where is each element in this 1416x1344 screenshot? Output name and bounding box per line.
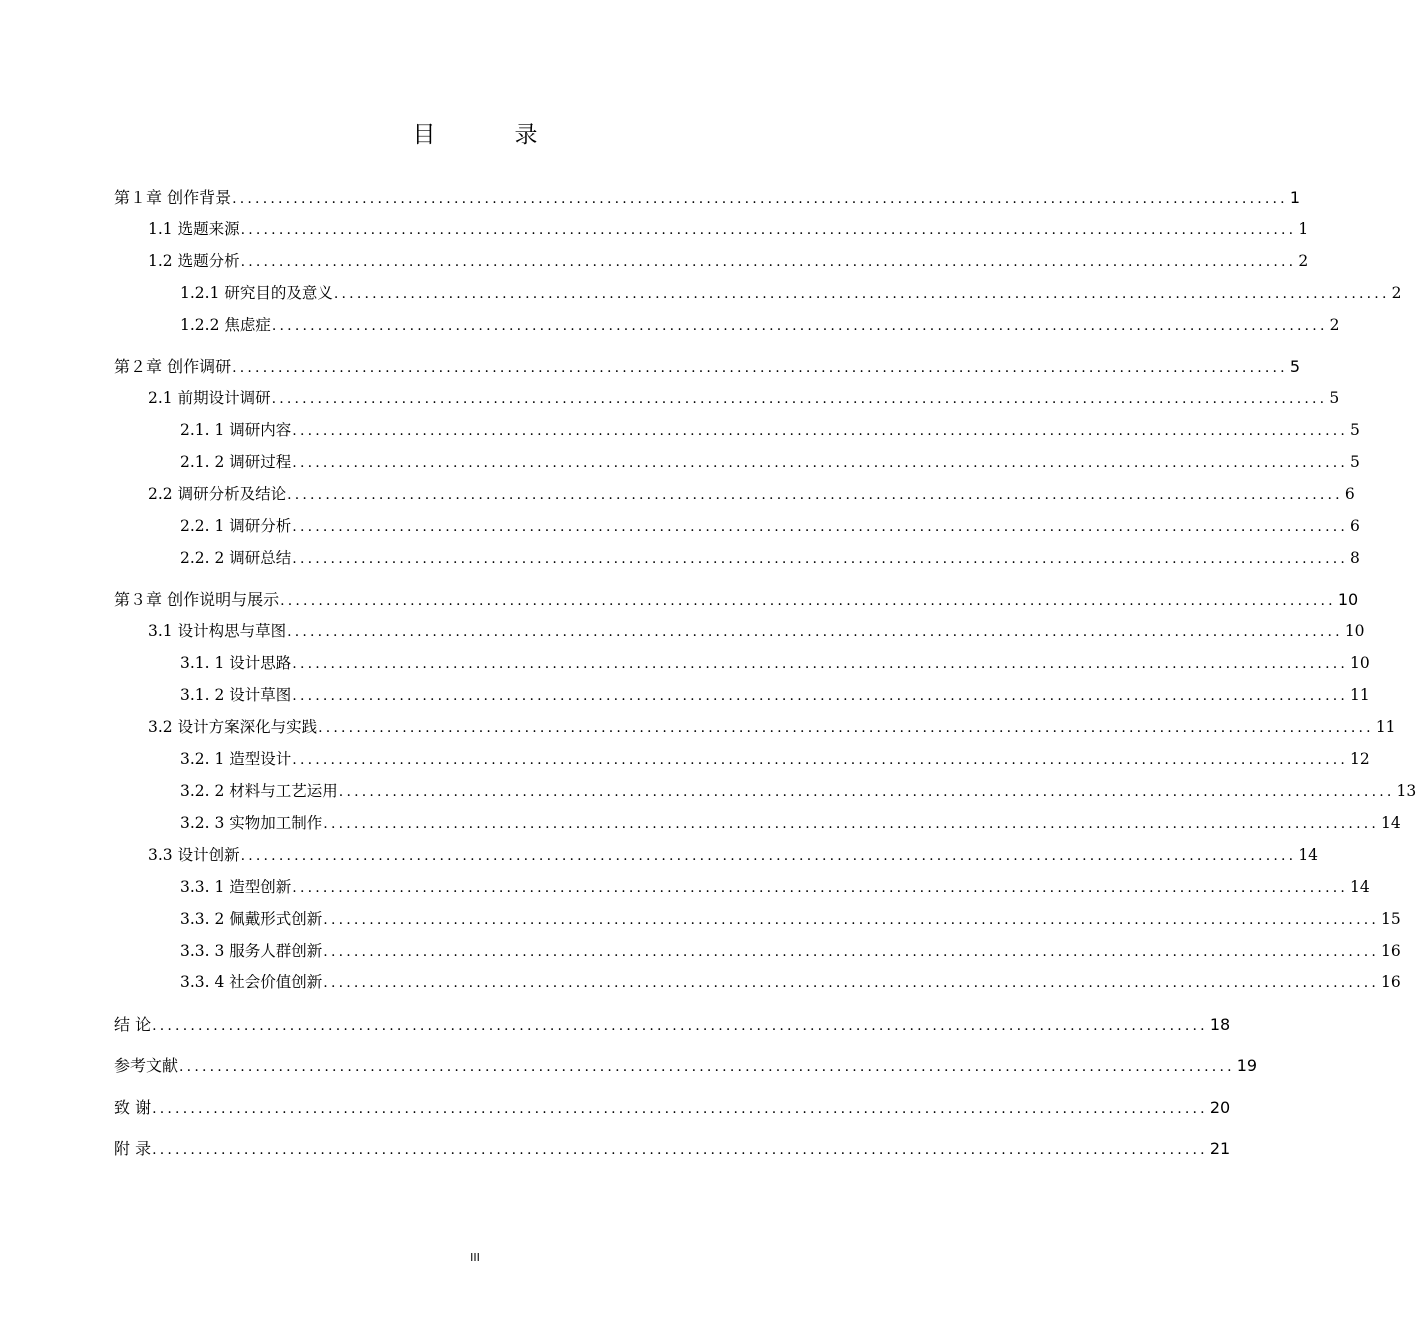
toc-entry-label: 3.3 设计创新: [148, 846, 240, 864]
toc-entry-label: 2.2 调研分析及结论: [148, 485, 287, 503]
toc-leader-dots: ..........................................................................................................................................: [240, 222, 1297, 238]
toc-entry: [114, 281, 1402, 303]
toc-entry: [114, 619, 1365, 641]
toc-leader-dots: ..........................................................................................................................................: [280, 593, 1336, 609]
toc-entry-label: 第１章 创作背景: [114, 188, 232, 207]
toc-entry: [114, 651, 1370, 673]
toc-entry: [114, 970, 1401, 992]
toc-entry: [114, 811, 1401, 833]
toc-entry: [114, 1053, 1258, 1076]
toc-entry-page: 6: [1344, 485, 1355, 503]
toc-entry-page: 5: [1289, 357, 1301, 376]
toc-entry-page: 10: [1344, 622, 1365, 640]
toc-entry-label: 2.1. 2 调研过程: [180, 453, 292, 471]
toc-leader-dots: ..........................................................................................................................................: [287, 624, 1343, 640]
toc-leader-dots: ..........................................................................................................................................: [292, 656, 1349, 672]
toc-leader-dots: ..........................................................................................................................................: [240, 254, 1297, 270]
toc-leader-dots: ..........................................................................................................................................: [292, 551, 1349, 567]
toc-entry-label: 1.2.2 焦虑症: [180, 316, 271, 334]
toc-leader-dots: ..........................................................................................................................................: [152, 1018, 1208, 1034]
toc-entry-label: 2.1 前期设计调研: [148, 389, 271, 407]
toc-leader-dots: ..........................................................................................................................................: [323, 975, 1380, 991]
toc-entry-label: 2.1. 1 调研内容: [180, 421, 292, 439]
toc-entry: [114, 249, 1309, 271]
toc-entry-page: 11: [1375, 718, 1396, 736]
toc-entry: [114, 907, 1401, 929]
toc-entry-page: 11: [1350, 686, 1370, 704]
page-title: 目 录: [412, 122, 566, 148]
toc-leader-dots: ..........................................................................................................................................: [240, 848, 1297, 864]
page-number: III: [470, 1251, 480, 1264]
toc-entry-label: 3.2. 3 实物加工制作: [180, 814, 323, 832]
toc-entry-label: 结 论: [114, 1015, 152, 1034]
toc-entry: [114, 217, 1309, 239]
toc-entry-label: 3.1 设计构思与草图: [148, 622, 287, 640]
toc-leader-dots: ..........................................................................................................................................: [292, 519, 1349, 535]
toc-leader-dots: ..........................................................................................................................................: [292, 455, 1349, 471]
toc-leader-dots: ..........................................................................................................................................: [287, 487, 1343, 503]
toc-leader-dots: ..........................................................................................................................................: [271, 391, 1328, 407]
toc-leader-dots: ..........................................................................................................................................: [271, 318, 1328, 334]
toc-entry-label: 1.2 选题分析: [148, 252, 240, 270]
toc-entry-label: 3.1. 2 设计草图: [180, 686, 292, 704]
toc-leader-dots: ..........................................................................................................................................: [333, 286, 1390, 302]
toc-entry: [114, 546, 1360, 568]
toc-entry: [114, 418, 1360, 440]
toc-entry-label: 1.1 选题来源: [148, 220, 240, 238]
toc-entry: [114, 843, 1319, 865]
toc-entry-label: 3.3. 2 佩戴形式创新: [180, 910, 323, 928]
toc-entry: [114, 354, 1301, 377]
toc-entry-label: 3.1. 1 设计思路: [180, 654, 292, 672]
toc-entry-label: 3.3. 3 服务人群创新: [180, 942, 323, 960]
toc-leader-dots: ..........................................................................................................................................: [292, 688, 1349, 704]
toc-entry: [114, 683, 1370, 705]
toc-entry-label: 参考文献: [114, 1056, 179, 1075]
toc-entry-page: 2: [1329, 316, 1340, 334]
toc-entry-page: 14: [1381, 814, 1401, 832]
toc-entry-label: 1.2.1 研究目的及意义: [180, 284, 333, 302]
toc-entry-page: 1: [1289, 188, 1301, 207]
toc-leader-dots: ..........................................................................................................................................: [292, 752, 1349, 768]
toc-entry-label: 2.2. 2 调研总结: [180, 549, 292, 567]
toc-entry: [114, 779, 1416, 801]
toc-entry: [114, 1012, 1231, 1035]
toc-entry: [114, 715, 1396, 737]
toc-entry: [114, 1136, 1231, 1159]
toc-entry-page: 19: [1236, 1056, 1258, 1075]
toc-entry: [114, 514, 1360, 536]
toc-entry-page: 6: [1350, 517, 1360, 535]
toc-entry-page: 8: [1350, 549, 1360, 567]
toc-entry-page: 10: [1350, 654, 1370, 672]
toc-leader-dots: ..........................................................................................................................................: [292, 880, 1349, 896]
toc-entry: [114, 875, 1370, 897]
toc-entry-page: 14: [1350, 878, 1370, 896]
toc-entry-label: 附 录: [114, 1139, 152, 1158]
toc-entry-page: 20: [1209, 1098, 1231, 1117]
toc-entry: [114, 386, 1340, 408]
toc-entry-page: 1: [1298, 220, 1309, 238]
toc-entry: [114, 185, 1301, 208]
toc-leader-dots: ..........................................................................................................................................: [232, 360, 1288, 376]
toc-leader-dots: ..........................................................................................................................................: [232, 191, 1288, 207]
toc-entry-page: 5: [1350, 453, 1360, 471]
toc-leader-dots: ..........................................................................................................................................: [292, 423, 1349, 439]
toc-entry-label: 第２章 创作调研: [114, 357, 232, 376]
toc-leader-dots: ..........................................................................................................................................: [152, 1101, 1208, 1117]
toc-entry-page: 13: [1396, 782, 1416, 800]
toc-leader-dots: ..........................................................................................................................................: [323, 944, 1380, 960]
toc-entry-page: 14: [1298, 846, 1319, 864]
toc-entry-label: 致 谢: [114, 1098, 152, 1117]
toc-entry-label: 3.2. 2 材料与工艺运用: [180, 782, 338, 800]
toc-entry-page: 2: [1391, 284, 1402, 302]
toc-entry-page: 10: [1337, 590, 1359, 609]
toc-entry: [114, 587, 1359, 610]
toc-entry-page: 2: [1298, 252, 1309, 270]
toc-entry-page: 5: [1350, 421, 1360, 439]
toc-entry: [114, 747, 1370, 769]
toc-entry-page: 16: [1381, 942, 1401, 960]
toc-entry: [114, 1095, 1231, 1118]
toc-entry: [114, 450, 1360, 472]
toc-entry-page: 12: [1350, 750, 1370, 768]
toc-entry-page: 16: [1381, 973, 1401, 991]
toc-entry-page: 18: [1209, 1015, 1231, 1034]
toc-entry: [114, 939, 1401, 961]
toc-entry-label: 3.3. 1 造型创新: [180, 878, 292, 896]
toc-entry-label: 2.2. 1 调研分析: [180, 517, 292, 535]
toc-leader-dots: ..........................................................................................................................................: [179, 1059, 1235, 1075]
toc-entry-page: 15: [1381, 910, 1401, 928]
toc-entry: [114, 313, 1340, 335]
toc-entry: [114, 482, 1355, 504]
toc-leader-dots: ..........................................................................................................................................: [318, 720, 1374, 736]
toc-leader-dots: ..........................................................................................................................................: [323, 816, 1380, 832]
toc-entry-label: 3.2 设计方案深化与实践: [148, 718, 318, 736]
toc-entry-label: 3.2. 1 造型设计: [180, 750, 292, 768]
toc-entry-page: 5: [1329, 389, 1340, 407]
toc-leader-dots: ..........................................................................................................................................: [323, 912, 1380, 928]
toc-entry-label: 3.3. 4 社会价值创新: [180, 973, 323, 991]
toc-entry-page: 21: [1209, 1139, 1231, 1158]
toc-entry-label: 第３章 创作说明与展示: [114, 590, 280, 609]
toc-leader-dots: ..........................................................................................................................................: [152, 1142, 1208, 1158]
toc-leader-dots: ..........................................................................................................................................: [338, 784, 1395, 800]
